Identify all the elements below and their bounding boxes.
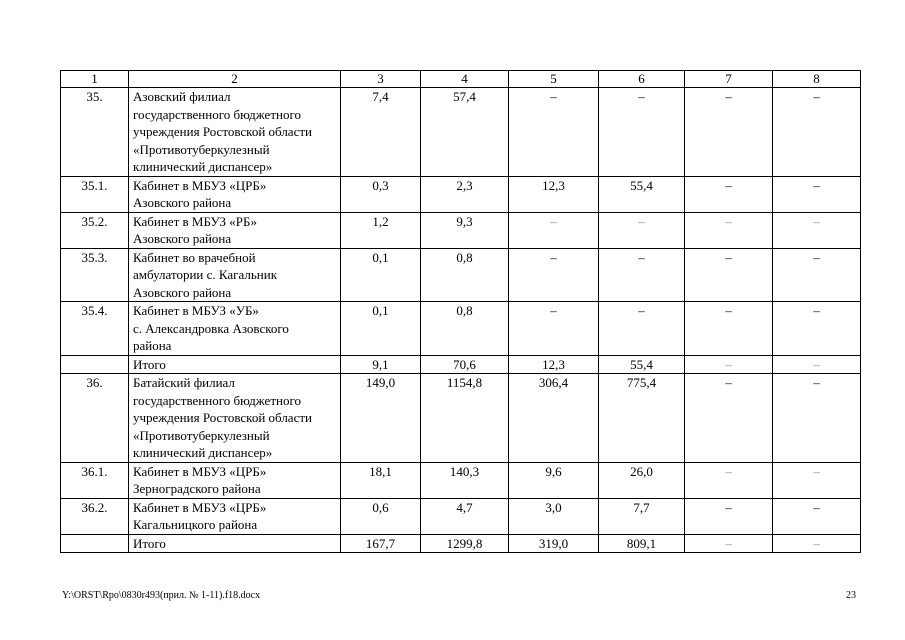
table-row: [61, 355, 861, 374]
table-row: [61, 534, 861, 553]
value-cell: –: [773, 212, 861, 248]
value-cell: –: [509, 88, 599, 177]
table-row: [61, 176, 861, 212]
column-header: 6: [599, 71, 685, 88]
footer-file-path: Y:\ORST\Rpo\0830r493(прил. № 1-11).f18.docx: [62, 590, 261, 601]
table-row: [61, 212, 861, 248]
value-cell: –: [685, 462, 773, 498]
row-number: 36.: [61, 374, 129, 463]
row-number: 36.1.: [61, 462, 129, 498]
value-cell: 26,0: [599, 462, 685, 498]
value-cell: 12,3: [509, 176, 599, 212]
row-number: 35.1.: [61, 176, 129, 212]
value-cell: 149,0: [341, 374, 421, 463]
value-cell: –: [773, 374, 861, 463]
value-cell: 7,4: [341, 88, 421, 177]
table-row: [61, 248, 861, 302]
institution-name: Кабинет в МБУЗ «ЦРБ» Азовского района: [129, 176, 341, 212]
value-cell: –: [685, 498, 773, 534]
value-cell: 2,3: [421, 176, 509, 212]
table-row: [61, 88, 861, 177]
value-cell: –: [773, 462, 861, 498]
value-cell: –: [599, 302, 685, 356]
value-cell: 0,1: [341, 248, 421, 302]
value-cell: –: [685, 212, 773, 248]
value-cell: –: [685, 355, 773, 374]
value-cell: –: [685, 374, 773, 463]
value-cell: 9,3: [421, 212, 509, 248]
data-table: [60, 70, 861, 553]
value-cell: –: [685, 534, 773, 553]
value-cell: –: [599, 248, 685, 302]
value-cell: 140,3: [421, 462, 509, 498]
value-cell: 1,2: [341, 212, 421, 248]
table-body: [61, 88, 861, 553]
value-cell: 319,0: [509, 534, 599, 553]
value-cell: 4,7: [421, 498, 509, 534]
value-cell: 0,6: [341, 498, 421, 534]
header-row: [61, 71, 861, 88]
value-cell: –: [685, 248, 773, 302]
institution-name: Кабинет во врачебной амбулатории с. Кагальник Азовского района: [129, 248, 341, 302]
table-row: [61, 374, 861, 463]
value-cell: –: [599, 212, 685, 248]
institution-name: Кабинет в МБУЗ «ЦРБ» Зерноградского района: [129, 462, 341, 498]
column-header: 3: [341, 71, 421, 88]
value-cell: –: [685, 302, 773, 356]
row-number: 35.4.: [61, 302, 129, 356]
value-cell: 775,4: [599, 374, 685, 463]
value-cell: 55,4: [599, 176, 685, 212]
table-row: [61, 498, 861, 534]
value-cell: 57,4: [421, 88, 509, 177]
row-number: 35.2.: [61, 212, 129, 248]
value-cell: –: [509, 302, 599, 356]
institution-name: Азовский филиал государственного бюджетного учреждения Ростовской области «Противотуберкулезный клинический диспансер»: [129, 88, 341, 177]
value-cell: 18,1: [341, 462, 421, 498]
column-header: 7: [685, 71, 773, 88]
column-header: 8: [773, 71, 861, 88]
value-cell: 0,1: [341, 302, 421, 356]
institution-name: Кабинет в МБУЗ «ЦРБ» Кагальницкого района: [129, 498, 341, 534]
value-cell: 809,1: [599, 534, 685, 553]
value-cell: –: [599, 88, 685, 177]
value-cell: 7,7: [599, 498, 685, 534]
value-cell: –: [685, 176, 773, 212]
value-cell: 1154,8: [421, 374, 509, 463]
value-cell: –: [509, 248, 599, 302]
row-number: 35.: [61, 88, 129, 177]
value-cell: 9,1: [341, 355, 421, 374]
column-header: 5: [509, 71, 599, 88]
row-number: [61, 355, 129, 374]
institution-name: Кабинет в МБУЗ «РБ» Азовского района: [129, 212, 341, 248]
institution-name: Батайский филиал государственного бюджетного учреждения Ростовской области «Противотуберкулезный клинический диспансер»: [129, 374, 341, 463]
column-header: 2: [129, 71, 341, 88]
row-number: 35.3.: [61, 248, 129, 302]
value-cell: –: [773, 355, 861, 374]
row-number: [61, 534, 129, 553]
value-cell: 0,8: [421, 248, 509, 302]
value-cell: –: [773, 534, 861, 553]
value-cell: 55,4: [599, 355, 685, 374]
institution-name: Итого: [129, 534, 341, 553]
table-row: [61, 462, 861, 498]
value-cell: –: [773, 302, 861, 356]
institution-name: Кабинет в МБУЗ «УБ» с. Александровка Азовского района: [129, 302, 341, 356]
value-cell: 306,4: [509, 374, 599, 463]
value-cell: –: [773, 176, 861, 212]
page-number: 23: [846, 590, 856, 601]
column-header: 4: [421, 71, 509, 88]
value-cell: –: [509, 212, 599, 248]
value-cell: –: [685, 88, 773, 177]
column-header: 1: [61, 71, 129, 88]
value-cell: 3,0: [509, 498, 599, 534]
value-cell: 0,3: [341, 176, 421, 212]
value-cell: 70,6: [421, 355, 509, 374]
value-cell: 9,6: [509, 462, 599, 498]
value-cell: –: [773, 498, 861, 534]
table-row: [61, 302, 861, 356]
value-cell: 1299,8: [421, 534, 509, 553]
value-cell: –: [773, 88, 861, 177]
row-number: 36.2.: [61, 498, 129, 534]
institution-name: Итого: [129, 355, 341, 374]
value-cell: 12,3: [509, 355, 599, 374]
value-cell: 0,8: [421, 302, 509, 356]
value-cell: 167,7: [341, 534, 421, 553]
value-cell: –: [773, 248, 861, 302]
